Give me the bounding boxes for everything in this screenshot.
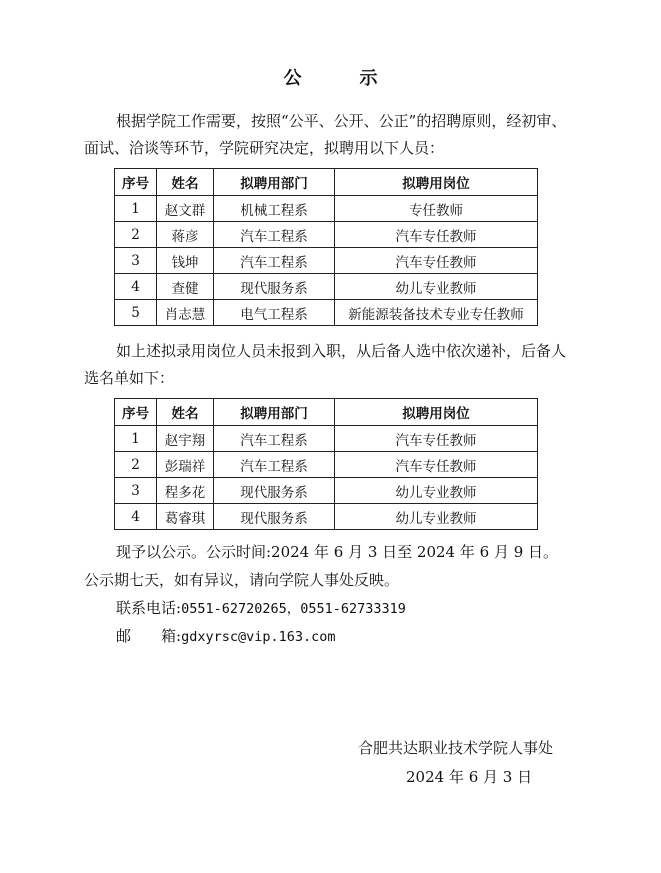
cell-position: 汽车专任教师 [335,426,538,452]
header-index: 序号 [115,399,157,426]
cell-position: 汽车专任教师 [335,248,538,274]
email-label: 邮 箱: [116,627,182,645]
intro-text: 根据学院工作需要，按照“公平、公开、公正”的招聘原则，经初审、面试、洽谈等环节，学院研究决定，拟聘用以下人员： [84,112,567,157]
header-index: 序号 [115,169,157,196]
table-row [115,300,538,326]
cell-position: 幼儿专业教师 [335,504,538,530]
cell-name: 查健 [157,274,214,300]
cell-index: 1 [115,426,157,452]
cell-position: 汽车专任教师 [335,222,538,248]
cell-index: 4 [115,274,157,300]
cell-index: 4 [115,504,157,530]
header-department: 拟聘用部门 [214,399,335,426]
table-header-row [115,169,538,196]
phone-label: 联系电话: [116,599,182,617]
cell-department: 现代服务系 [214,504,335,530]
cell-name: 蒋彦 [157,222,214,248]
cell-department: 电气工程系 [214,300,335,326]
cell-index: 3 [115,248,157,274]
cell-department: 现代服务系 [214,274,335,300]
cell-position: 幼儿专业教师 [335,478,538,504]
cell-department: 汽车工程系 [214,452,335,478]
table-row [115,426,538,452]
cell-index: 2 [115,452,157,478]
backup-paragraph [84,338,578,392]
contact-phone [116,596,406,621]
cell-department: 汽车工程系 [214,222,335,248]
header-position: 拟聘用岗位 [335,169,538,196]
notice-line-2: 公示期七天，如有异议，请向学院人事处反映。 [84,571,400,589]
signature-organization: 合肥共达职业技术学院人事处 [358,739,554,757]
cell-department: 汽车工程系 [214,426,335,452]
cell-index: 5 [115,300,157,326]
email-value: gdxyrsc@vip.163.com [181,629,336,645]
cell-position: 专任教师 [335,196,538,222]
cell-name: 赵文群 [157,196,214,222]
cell-name: 彭瑞祥 [157,452,214,478]
cell-position: 汽车专任教师 [335,452,538,478]
cell-index: 3 [115,478,157,504]
backup-intro-text: 如上述拟录用岗位人员未报到入职，从后备人选中依次递补，后备人选名单如下： [84,342,567,387]
cell-name: 肖志慧 [157,300,214,326]
table-row [115,478,538,504]
header-position: 拟聘用岗位 [335,399,538,426]
table-row [115,274,538,300]
contact-email [116,624,336,649]
notice-line-1: 现予以公示。公示时间:2024 年 6 月 3 日至 2024 年 6 月 9 日。 [116,543,559,561]
cell-name: 钱坤 [157,248,214,274]
cell-name: 赵宇翔 [157,426,214,452]
table-row [115,222,538,248]
backup-table [114,398,538,530]
intro-paragraph [84,108,578,162]
cell-department: 现代服务系 [214,478,335,504]
table-row [115,248,538,274]
table-header-row [115,399,538,426]
table-row [115,452,538,478]
cell-position: 新能源装备技术专业专任教师 [335,300,538,326]
cell-department: 机械工程系 [214,196,335,222]
signature-date: 2024 年 6 月 3 日 [406,768,533,786]
hire-table [114,168,538,326]
cell-department: 汽车工程系 [214,248,335,274]
document-title: 公 示 [283,68,398,89]
header-department: 拟聘用部门 [214,169,335,196]
cell-position: 幼儿专业教师 [335,274,538,300]
phone-value: 0551-62720265，0551-62733319 [181,601,406,617]
header-name: 姓名 [157,399,214,426]
cell-name: 程多花 [157,478,214,504]
cell-name: 葛睿琪 [157,504,214,530]
header-name: 姓名 [157,169,214,196]
table-row [115,196,538,222]
table-row [115,504,538,530]
cell-index: 2 [115,222,157,248]
cell-index: 1 [115,196,157,222]
